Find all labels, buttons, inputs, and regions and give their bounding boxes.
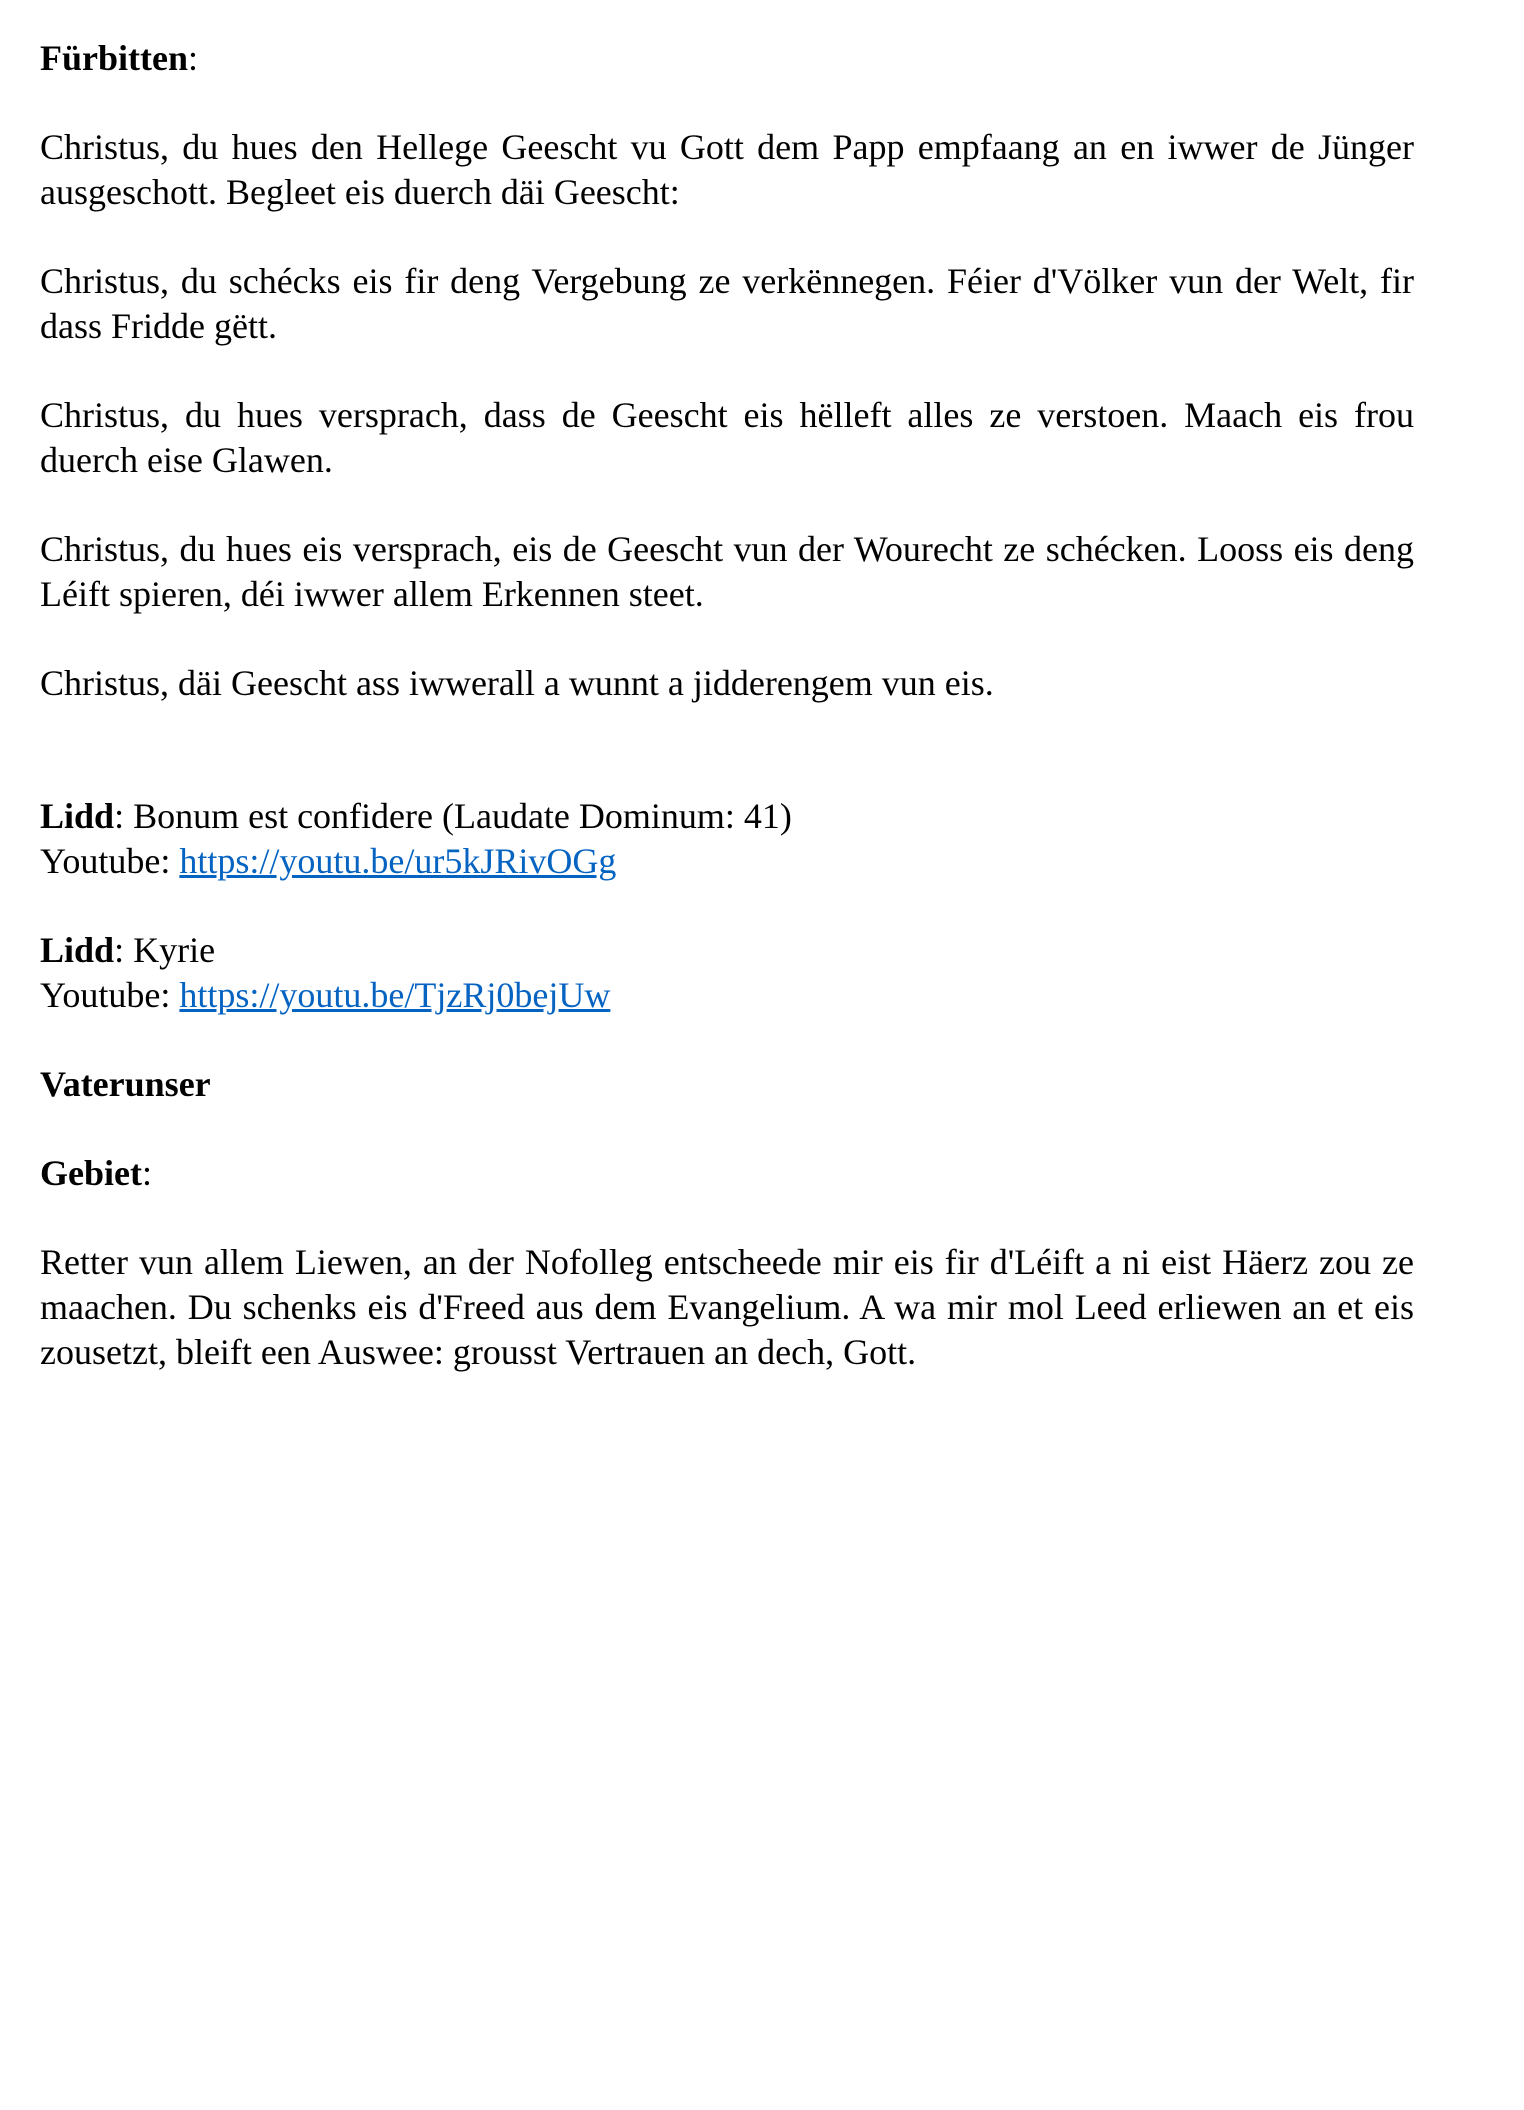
song-colon: : — [114, 796, 125, 836]
gebiet-text: Retter vun allem Liewen, an der Nofolleg entscheede mir eis fir d'Léift a ni eist Häerz zou ze maachen. Du schenks eis d'Freed aus dem Evangelium. A wa mir mol Leed erliewen an et eis zousetzt, bleift een Auswee: grousst Vertrauen an dech, Gott. — [40, 1242, 1414, 1372]
intention-3: Christus, du hues versprach, dass de Geescht eis hëlleft alles ze verstoen. Maach eis frou duerch eise Glawen. — [40, 395, 1414, 480]
youtube-link[interactable]: https://youtu.be/TjzRj0bejUw — [179, 975, 611, 1015]
intention-4: Christus, du hues eis versprach, eis de Geescht vun der Wourecht ze schécken. Looss eis deng Léift spieren, déi iwwer allem Erkennen steet. — [40, 529, 1414, 614]
song-youtube-line — [40, 973, 1414, 1018]
youtube-label: Youtube: — [40, 975, 180, 1015]
vaterunser-heading: Vaterunser — [40, 1064, 211, 1104]
youtube-link[interactable]: https://youtu.be/ur5kJRivOGg — [179, 841, 617, 881]
intention-2: Christus, du schécks eis fir deng Vergebung ze verkënnegen. Féier d'Völker vun der Welt, fir dass Fridde gëtt. — [40, 261, 1414, 346]
fuerbitten-colon: : — [188, 38, 199, 78]
song-colon: : — [114, 930, 125, 970]
fuerbitten-heading: Fürbitten — [40, 38, 188, 78]
song-youtube-line — [40, 839, 1414, 884]
gebiet-heading: Gebiet — [40, 1153, 142, 1193]
song-block-1 — [40, 794, 1414, 884]
fuerbitten-heading-line — [40, 36, 1414, 81]
song-title-line — [40, 794, 1414, 839]
song-title-line — [40, 928, 1414, 973]
song-title: Kyrie — [124, 930, 216, 970]
document-page — [40, 36, 1414, 1419]
intention-5: Christus, däi Geescht ass iwwerall a wunnt a jidderengem vun eis. — [40, 663, 994, 703]
song-title: Bonum est confidere (Laudate Dominum: 41) — [124, 796, 792, 836]
vaterunser-heading-line — [40, 1062, 1414, 1107]
song-label: Lidd — [40, 930, 115, 970]
song-block-2 — [40, 928, 1414, 1018]
youtube-label: Youtube: — [40, 841, 180, 881]
song-label: Lidd — [40, 796, 115, 836]
gebiet-colon: : — [141, 1153, 152, 1193]
gebiet-heading-line — [40, 1151, 1414, 1196]
intention-1: Christus, du hues den Hellege Geescht vu Gott dem Papp empfaang an en iwwer de Jünger ausgeschott. Begleet eis duerch däi Geescht: — [40, 127, 1414, 212]
